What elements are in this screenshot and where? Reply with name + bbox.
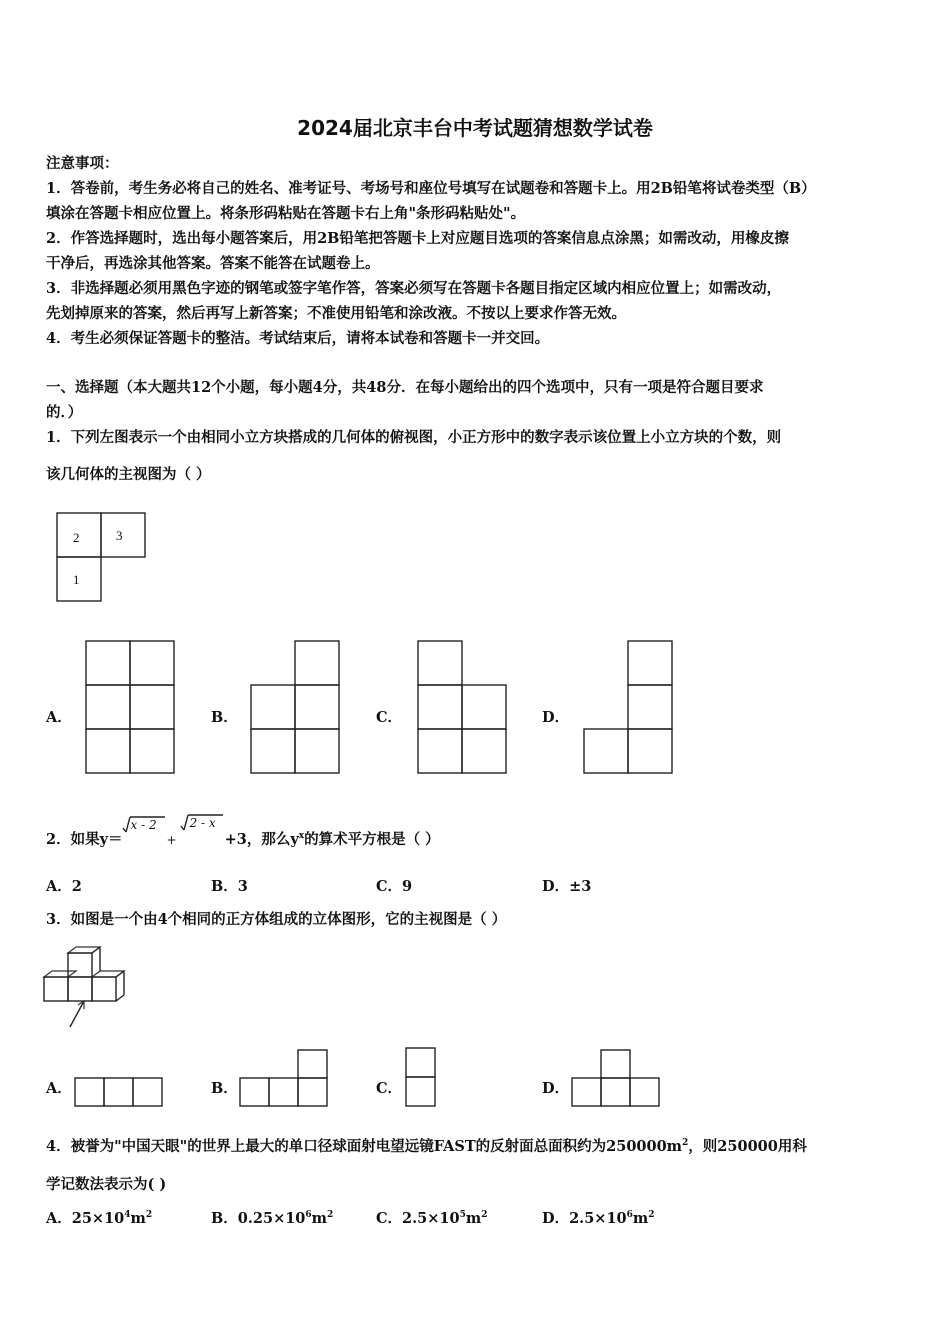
- top-view-cell: [101, 513, 145, 557]
- q2-radical-1: [123, 818, 167, 844]
- option-unit-exp: 2: [145, 1210, 153, 1221]
- cell-number: 3: [116, 528, 123, 543]
- q3-solid-figure: [44, 945, 128, 1033]
- option-label: B．0.25×10: [211, 1210, 306, 1227]
- q1-option-d-label[interactable]: D．: [542, 709, 570, 726]
- radicand-1: x - 2: [130, 818, 157, 832]
- q3-option-a-label[interactable]: A．: [46, 1080, 72, 1097]
- option-unit: m: [465, 1210, 482, 1227]
- q2-suffix-a: +3，那么y: [224, 831, 299, 848]
- q2-option-d[interactable]: D．±3: [542, 878, 592, 895]
- section-heading-cont: 的．）: [46, 404, 83, 421]
- q2-suffix-b: 的算术平方根是（ ）: [304, 831, 440, 848]
- q1-stem-cont: 该几何体的主视图为（ ）: [46, 466, 211, 483]
- q4-text-b: ，则250000用科: [688, 1138, 807, 1155]
- q2-prefix: 2．如果y＝: [46, 831, 123, 848]
- q1-option-c-label[interactable]: C．: [376, 709, 403, 726]
- q3-stem: 3．如图是一个由4个相同的正方体组成的立体图形，它的主视图是（ ）: [46, 911, 507, 928]
- notice-line: 4．考生必须保证答题卡的整洁。考试结束后，请将本试卷和答题卡一并交回。: [46, 330, 550, 347]
- option-exp: 4: [124, 1210, 131, 1221]
- q1-option-b-figure[interactable]: [251, 641, 341, 775]
- q1-option-c-figure[interactable]: [418, 641, 508, 775]
- page-title: 2024届北京丰台中考试题猜想数学试卷: [297, 116, 653, 140]
- option-label: D．2.5×10: [542, 1210, 627, 1227]
- q4-option-c[interactable]: [376, 1207, 487, 1228]
- notice-line: 先划掉原来的答案，然后再写上新答案；不准使用铅笔和涂改液。不按以上要求作答无效。: [46, 305, 626, 322]
- notice-line: 填涂在答题卡相应位置上。将条形码粘贴在答题卡右上角"条形码粘贴处"。: [46, 205, 526, 222]
- q3-option-d-figure[interactable]: [572, 1050, 664, 1108]
- option-unit-exp: 2: [481, 1210, 488, 1221]
- option-unit: m: [311, 1210, 328, 1227]
- section-heading: 一、选择题（本大题共12个小题，每小题4分，共48分．在每小题给出的四个选项中，只有一项是符合题目要求: [46, 379, 764, 396]
- q4-sup: 2: [682, 1138, 689, 1149]
- q2-option-b[interactable]: B．3: [211, 878, 248, 895]
- q4-stem: [46, 1135, 807, 1156]
- q3-option-c-label[interactable]: C．: [376, 1080, 403, 1097]
- q1-option-a-label[interactable]: A．: [46, 709, 72, 726]
- q2-option-a[interactable]: A．2: [46, 878, 82, 895]
- option-unit-exp: 2: [327, 1210, 334, 1221]
- q4-stem-cont: 学记数法表示为( ): [46, 1176, 167, 1193]
- q1-stem: 1．下列左图表示一个由相同小立方块搭成的几何体的俯视图，小正方形中的数字表示该位置上小立方块的个数，则: [46, 429, 782, 446]
- q1-top-view-figure: [57, 513, 149, 603]
- notice-line: 1．答卷前，考生务必将自己的姓名、准考证号、考场号和座位号填写在试题卷和答题卡上。用2B铅笔将试卷类型（B）: [46, 180, 816, 197]
- q2-plus: +: [166, 833, 177, 847]
- q1-option-d-figure[interactable]: [584, 641, 674, 775]
- notice-heading: 注意事项：: [46, 155, 119, 172]
- option-unit-exp: 2: [648, 1210, 655, 1221]
- option-exp: 5: [459, 1210, 466, 1221]
- notice-line: 2．作答选择题时，选出每小题答案后，用2B铅笔把答题卡上对应题目选项的答案信息点涂黑；如需改动，用橡皮擦: [46, 230, 789, 247]
- q4-option-b[interactable]: [211, 1207, 333, 1228]
- cell-number: 2: [73, 530, 80, 545]
- q3-option-a-figure[interactable]: [75, 1078, 165, 1108]
- q4-text-a: 4．被誉为"中国天眼"的世界上最大的单口径球面射电望远镜FAST的反射面总面积约为250000m: [46, 1138, 683, 1155]
- q3-option-d-label[interactable]: D．: [542, 1080, 570, 1097]
- q1-option-b-label[interactable]: B．: [211, 709, 238, 726]
- q2-exponent: x: [298, 831, 305, 842]
- option-exp: 6: [305, 1210, 312, 1221]
- q3-option-b-figure[interactable]: [240, 1050, 330, 1108]
- radicand-2: 2 - x: [189, 816, 216, 830]
- q4-option-a[interactable]: [46, 1207, 152, 1228]
- q2-radical-2: [177, 816, 225, 844]
- option-unit: m: [130, 1210, 146, 1227]
- q4-option-d[interactable]: [542, 1207, 655, 1228]
- q3-option-b-label[interactable]: B．: [211, 1080, 238, 1097]
- option-exp: 6: [626, 1210, 633, 1221]
- cell-number: 1: [73, 572, 80, 587]
- q1-option-a-figure[interactable]: [86, 641, 176, 775]
- notice-line: 干净后，再选涂其他答案。答案不能答在试题卷上。: [46, 255, 380, 272]
- option-label: A．25×10: [46, 1210, 125, 1227]
- q2-option-c[interactable]: C．9: [376, 878, 413, 895]
- notice-line: 3．非选择题必须用黑色字迹的钢笔或签字笔作答，答案必须写在答题卡各题目指定区域内相应位置上；如需改动，: [46, 280, 782, 297]
- q3-option-c-figure[interactable]: [406, 1048, 438, 1108]
- option-label: C．2.5×10: [376, 1210, 460, 1227]
- option-unit: m: [632, 1210, 649, 1227]
- q2-stem: [46, 816, 440, 849]
